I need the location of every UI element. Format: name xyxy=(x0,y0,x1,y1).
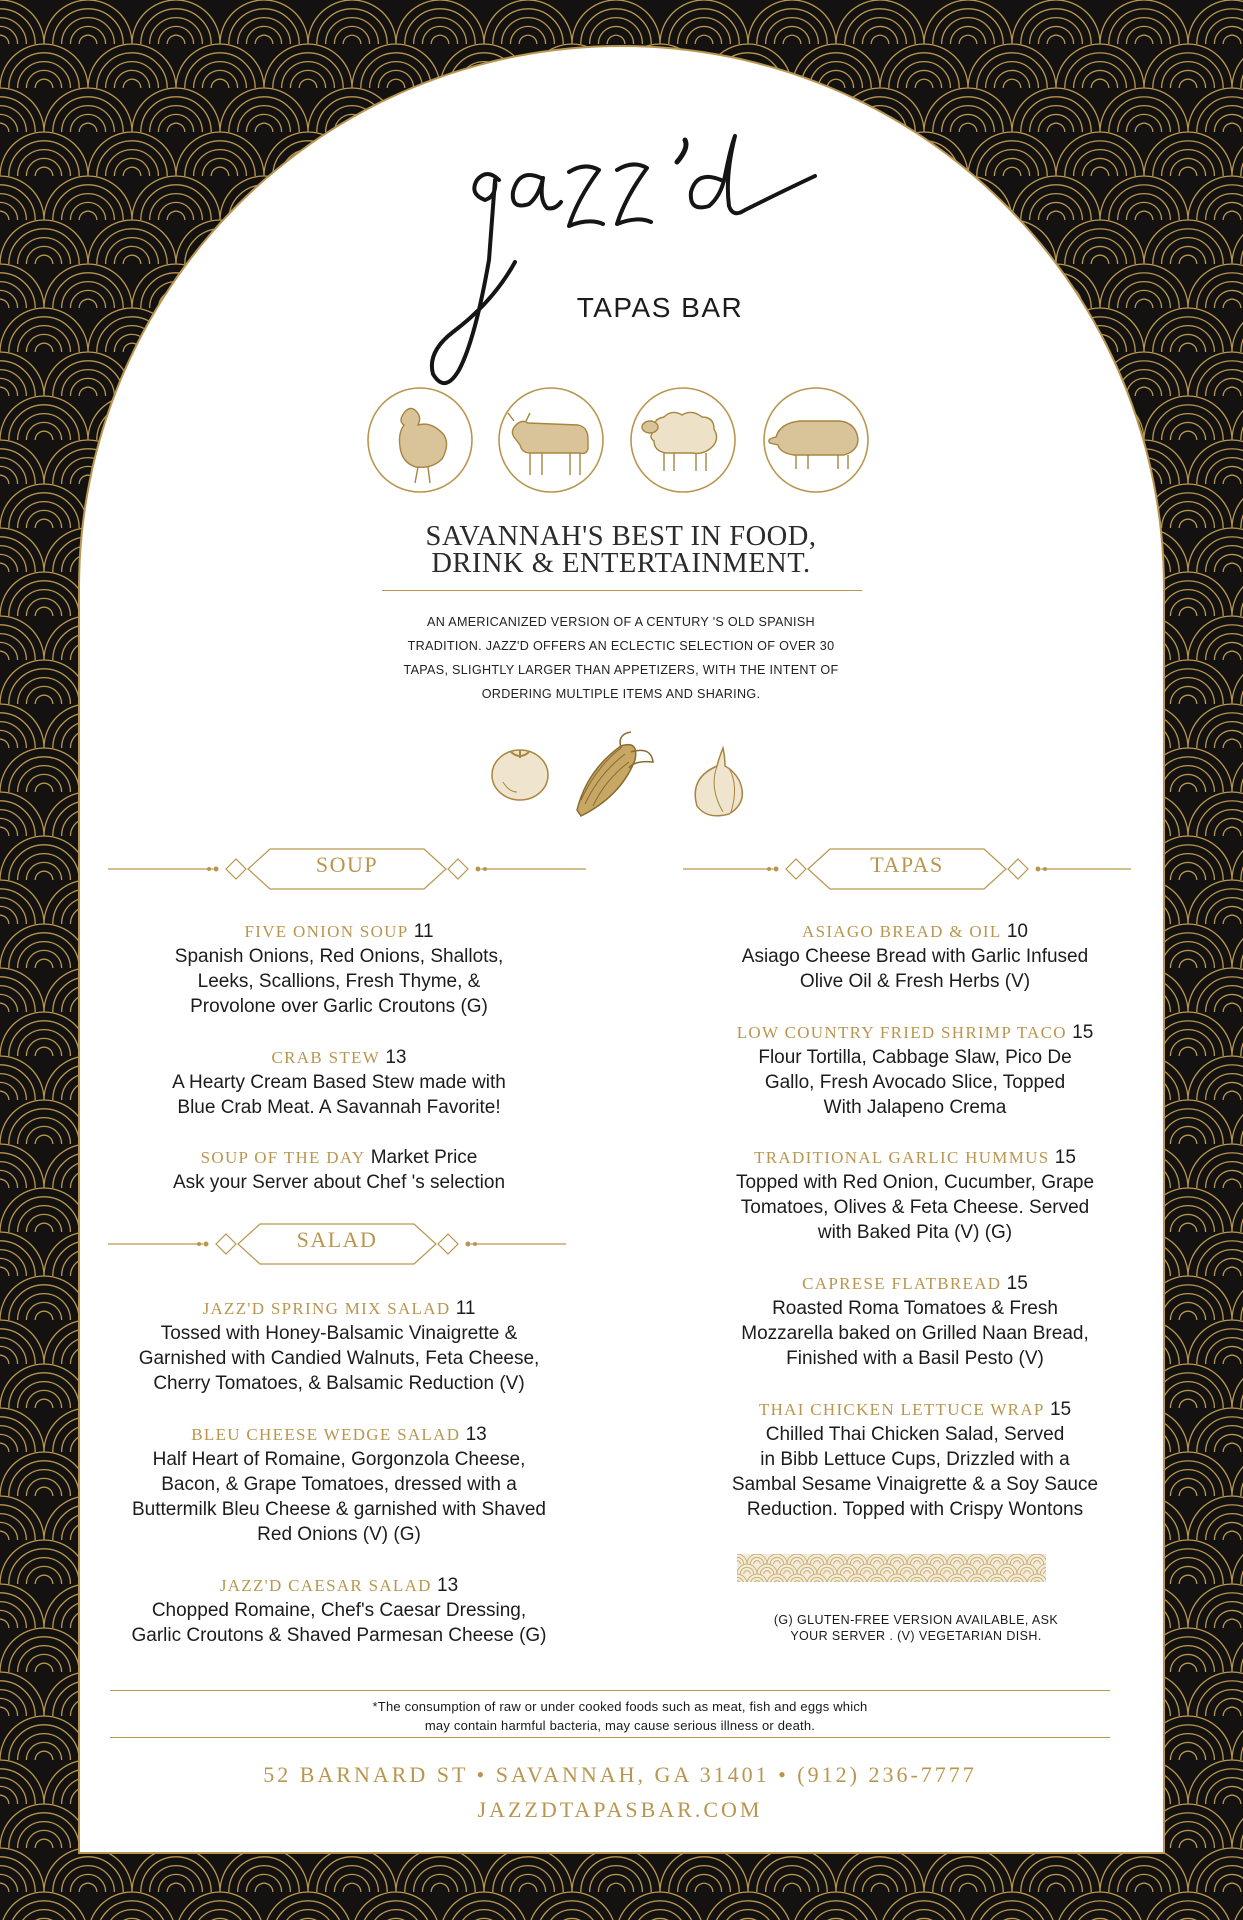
item-price: 10 xyxy=(1006,921,1028,942)
item-desc: Mozzarella baked on Grilled Naan Bread, xyxy=(741,1323,1089,1344)
menu-item xyxy=(100,1145,578,1195)
item-desc: Asiago Cheese Bread with Garlic Infused xyxy=(741,946,1089,967)
item-price: 11 xyxy=(455,1298,476,1319)
item-price: 15 xyxy=(1072,1022,1094,1043)
menu-item xyxy=(100,919,578,1019)
item-desc: Half Heart of Romaine, Gorgonzola Cheese, xyxy=(152,1449,526,1470)
item-price: 15 xyxy=(1006,1273,1028,1294)
item-price: Market Price xyxy=(370,1147,478,1168)
chicken-icon xyxy=(400,408,447,483)
item-desc: Bacon, & Grape Tomatoes, dressed with a xyxy=(161,1474,517,1495)
menu-item xyxy=(100,1045,578,1120)
item-desc: Flour Tortilla, Cabbage Slaw, Pico De xyxy=(758,1047,1072,1068)
footer-divider xyxy=(110,1737,1110,1738)
item-desc: Chopped Romaine, Chef's Caesar Dressing, xyxy=(151,1600,527,1621)
tagline-line: SAVANNAH'S BEST IN FOOD, xyxy=(425,521,817,552)
menu-item xyxy=(100,1296,578,1396)
item-name: BLEU CHEESE WEDGE SALAD xyxy=(191,1425,461,1444)
legend-line: YOUR SERVER . (V) VEGETARIAN DISH. xyxy=(790,1629,1042,1643)
menu-item xyxy=(100,1422,578,1547)
item-desc: Ask your Server about Chef 's selection xyxy=(172,1172,506,1193)
consumption-warning xyxy=(220,1697,1020,1735)
item-price: 15 xyxy=(1054,1147,1076,1168)
sheep-icon xyxy=(642,412,717,471)
cow-icon xyxy=(508,413,588,475)
tagline-divider xyxy=(382,590,862,591)
menu-item xyxy=(695,919,1135,994)
item-desc: Gallo, Fresh Avocado Slice, Topped xyxy=(764,1072,1066,1093)
menu-item xyxy=(695,1397,1135,1522)
tomato-icon xyxy=(492,750,548,800)
item-desc: Tossed with Honey-Balsamic Vinaigrette & xyxy=(160,1323,518,1344)
soup-heading-label: SOUP xyxy=(315,852,379,877)
intro-paragraph xyxy=(360,610,882,706)
footer-divider xyxy=(110,1690,1110,1691)
item-desc: Sambal Sesame Vinaigrette & a Soy Sauce xyxy=(731,1474,1099,1495)
brand-subtitle: TAPAS BAR xyxy=(576,292,744,323)
menu-item xyxy=(695,1145,1135,1245)
corn-icon xyxy=(577,732,653,816)
item-desc: Reduction. Topped with Crispy Wontons xyxy=(746,1499,1084,1520)
item-desc: Chilled Thai Chicken Salad, Served xyxy=(765,1424,1065,1445)
item-desc: Olive Oil & Fresh Herbs (V) xyxy=(799,971,1031,992)
vegetable-illustrations xyxy=(485,730,760,820)
menu-item xyxy=(695,1271,1135,1371)
item-price: 15 xyxy=(1049,1399,1072,1420)
decorative-fan-strip xyxy=(737,1554,1046,1582)
item-desc: Cherry Tomatoes, & Balsamic Reduction (V) xyxy=(153,1373,525,1394)
item-price: 13 xyxy=(465,1424,487,1445)
item-desc: Garlic Croutons & Shaved Parmesan Cheese (G) xyxy=(131,1625,547,1646)
item-desc: Provolone over Garlic Croutons (G) xyxy=(190,996,488,1017)
animal-medallions xyxy=(366,385,876,495)
item-desc: Roasted Roma Tomatoes & Fresh xyxy=(772,1298,1058,1319)
onion-icon xyxy=(695,748,742,816)
intro-line: TRADITION. JAZZ'D OFFERS AN ECLECTIC SELECTION OF OVER 30 xyxy=(407,639,835,653)
item-desc: Blue Crab Meat. A Savannah Favorite! xyxy=(177,1097,501,1118)
item-price: 13 xyxy=(385,1047,407,1068)
item-name: CRAB STEW xyxy=(271,1048,381,1067)
item-name: FIVE ONION SOUP xyxy=(244,922,409,941)
item-desc: Tomatoes, Olives & Feta Cheese. Served xyxy=(740,1197,1090,1218)
salad-heading xyxy=(108,1222,566,1266)
item-name: JAZZ'D CAESAR SALAD xyxy=(219,1576,432,1595)
dietary-legend xyxy=(713,1612,1119,1644)
salad-heading-label: SALAD xyxy=(296,1227,378,1252)
item-name: LOW COUNTRY FRIED SHRIMP TACO xyxy=(736,1023,1067,1042)
item-price: 13 xyxy=(437,1575,459,1596)
item-desc: Finished with a Basil Pesto (V) xyxy=(786,1348,1044,1369)
item-desc: With Jalapeno Crema xyxy=(823,1097,1007,1118)
item-desc: A Hearty Cream Based Stew made with xyxy=(172,1072,506,1093)
intro-line: AN AMERICANIZED VERSION OF A CENTURY 'S OLD SPANISH xyxy=(427,615,815,629)
soup-heading xyxy=(108,847,586,891)
menu-item xyxy=(100,1573,578,1648)
warning-line: *The consumption of raw or under cooked foods such as meat, fish and eggs which xyxy=(372,1699,868,1714)
address-line: 52 BARNARD ST • SAVANNAH, GA 31401 • (912) 236-7777 xyxy=(263,1762,977,1787)
item-desc: Buttermilk Bleu Cheese & garnished with Shaved xyxy=(131,1499,546,1520)
intro-line: TAPAS, SLIGHTLY LARGER THAN APPETIZERS, WITH THE INTENT OF xyxy=(403,663,839,677)
jazzd-script-logo xyxy=(421,120,821,390)
item-desc: Leeks, Scallions, Fresh Thyme, & xyxy=(197,971,481,992)
tapas-heading-label: TAPAS xyxy=(870,852,944,877)
item-desc: Spanish Onions, Red Onions, Shallots, xyxy=(174,946,504,967)
item-name: TRADITIONAL GARLIC HUMMUS xyxy=(754,1148,1050,1167)
item-desc: Garnished with Candied Walnuts, Feta Cheese, xyxy=(138,1348,540,1369)
item-price: 11 xyxy=(413,921,434,942)
legend-line: (G) GLUTEN-FREE VERSION AVAILABLE, ASK xyxy=(773,1613,1059,1627)
tagline xyxy=(360,523,882,577)
menu-item xyxy=(695,1020,1135,1120)
item-desc: Red Onions (V) (G) xyxy=(257,1524,421,1545)
warning-line: may contain harmful bacteria, may cause serious illness or death. xyxy=(424,1718,816,1733)
pig-icon xyxy=(769,421,858,469)
tagline-line: DRINK & ENTERTAINMENT. xyxy=(431,548,811,579)
intro-line: ORDERING MULTIPLE ITEMS AND SHARING. xyxy=(481,687,761,701)
item-name: THAI CHICKEN LETTUCE WRAP xyxy=(758,1400,1045,1419)
item-desc: with Baked Pita (V) (G) xyxy=(817,1222,1013,1243)
item-name: CAPRESE FLATBREAD xyxy=(802,1274,1002,1293)
item-name: SOUP OF THE DAY xyxy=(200,1148,366,1167)
item-name: JAZZ'D SPRING MIX SALAD xyxy=(202,1299,451,1318)
item-name: ASIAGO BREAD & OIL xyxy=(802,922,1002,941)
item-desc: Topped with Red Onion, Cucumber, Grape xyxy=(735,1172,1095,1193)
item-desc: in Bibb Lettuce Cups, Drizzled with a xyxy=(760,1449,1070,1470)
tapas-heading xyxy=(683,847,1131,891)
website-link[interactable]: JAZZDTAPASBAR.COM xyxy=(477,1797,763,1822)
